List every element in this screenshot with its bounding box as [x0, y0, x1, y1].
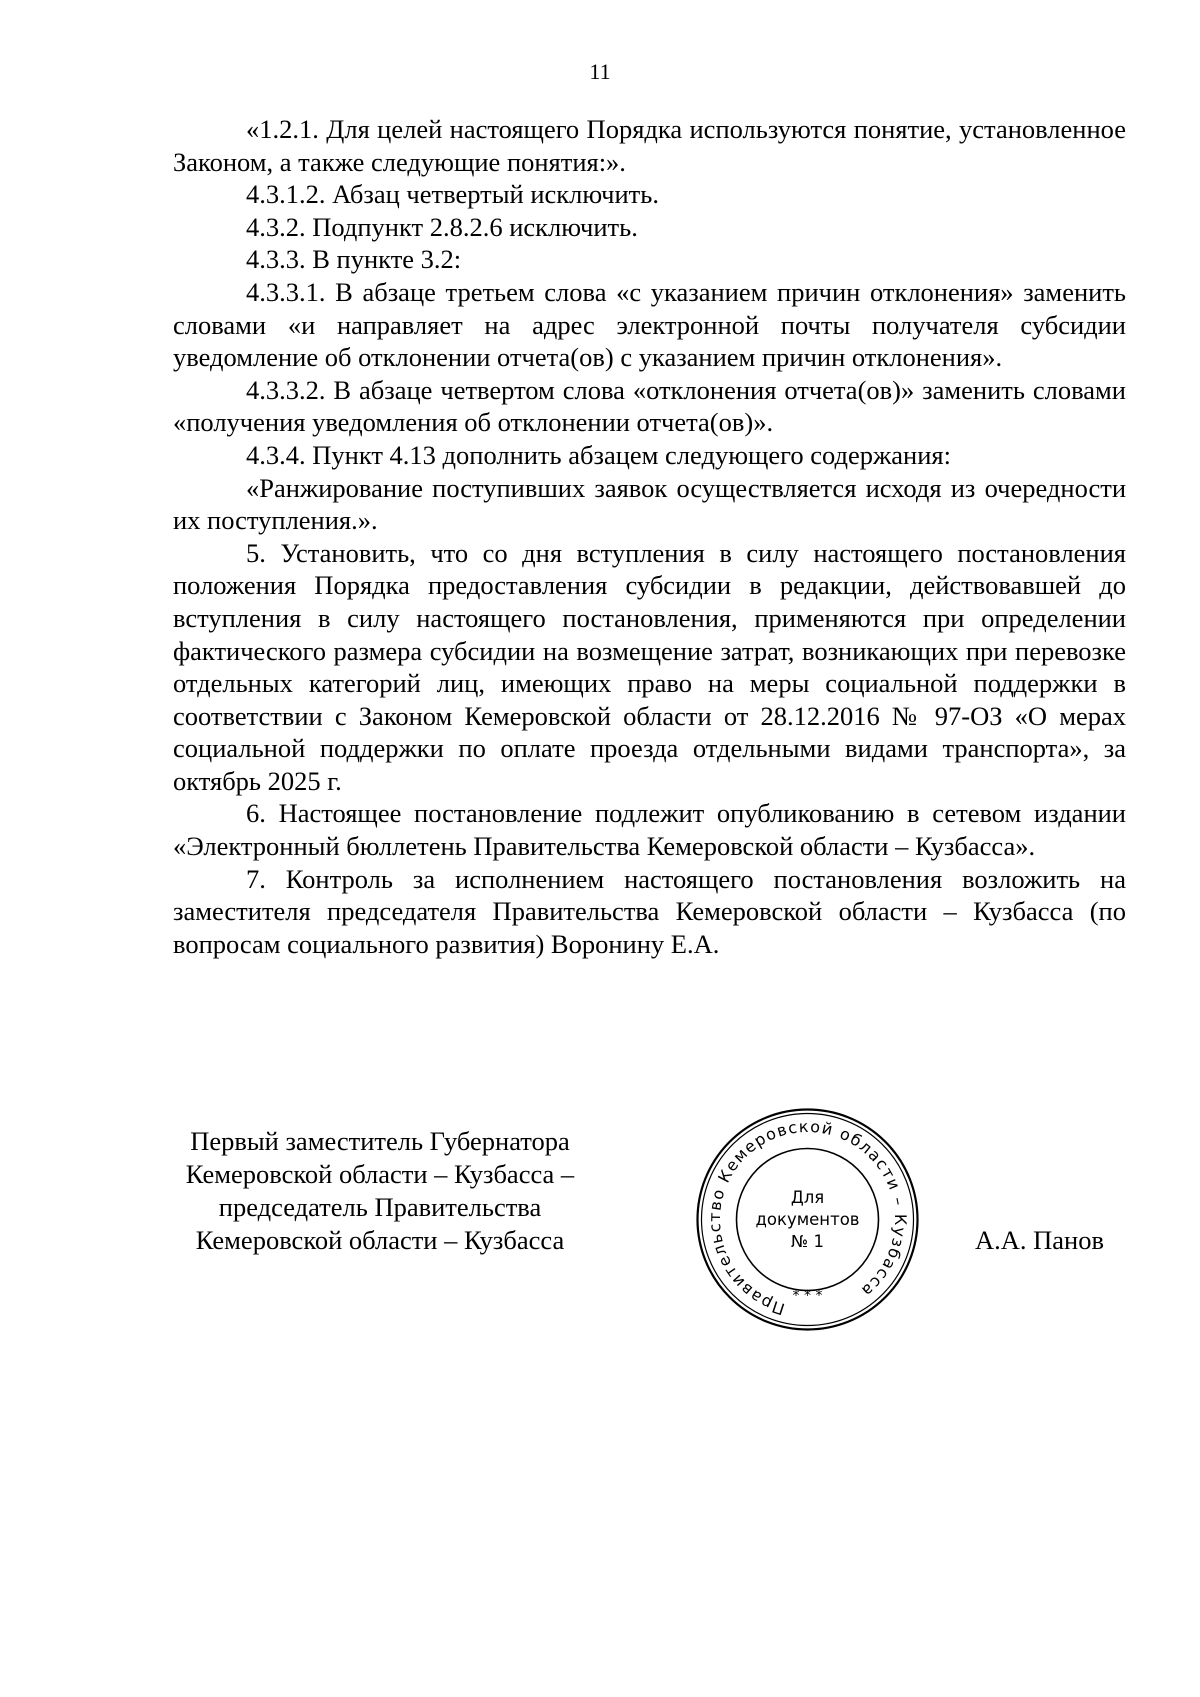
- signatory-title-line: Первый заместитель Губернатора: [190, 1126, 570, 1156]
- signatory-title-line: Кемеровской области – Кузбасса: [195, 1225, 565, 1255]
- paragraph: 6. Настоящее постановление подлежит опубликованию в сетевом издании «Электронный бюллетень Правительства Кемеровской области – Кузбасса».: [173, 798, 1126, 862]
- paragraph: 4.3.3.2. В абзаце четвертом слова «отклонения отчета(ов)» заменить словами «получения уведомления об отклонении отчета(ов)».: [173, 374, 1126, 438]
- paragraph: 4.3.2. Подпункт 2.8.2.6 исключить.: [246, 211, 638, 242]
- paragraph: 4.3.3.1. В абзаце третьем слова «с указанием причин отклонения» заменить словами «и направляет на адрес электронной почты получателя субсидии уведомление об отклонении отчета(ов) с указанием причин отклонения».: [173, 276, 1126, 373]
- paragraph: 7. Контроль за исполнением настоящего постановления возложить на заместителя председателя Правительства Кемеровской области – Кузбасса (по вопросам социального развития) Воронину Е.А.: [173, 863, 1126, 959]
- document-body: [173, 113, 1126, 960]
- stamp-stars: * * *: [792, 1288, 823, 1304]
- paragraph: «1.2.1. Для целей настоящего Порядка используются понятие, установленное Законом, а также следующие понятия:».: [173, 114, 1126, 177]
- signatory-title-line: Кемеровской области – Кузбасса –: [185, 1159, 575, 1189]
- paragraph: 4.3.4. Пункт 4.13 дополнить абзацем следующего содержания:: [246, 439, 951, 470]
- signatory-title: [160, 1125, 600, 1257]
- signatory-title-line: председатель Правительства: [218, 1192, 542, 1222]
- signatory-name: А.А. Панов: [975, 1225, 1104, 1255]
- paragraph: 5. Установить, что со дня вступления в силу настоящего постановления положения Порядка предоставления субсидии в редакции, действовавшей до вступления в силу настоящего постановления, применяются при определении фактического размера субсидии на возмещение затрат, возникающих при перевозке отдельных категорий лиц, имеющих право на меры социальной поддержки в соответствии с Законом Кемеровской области от 28.12.2016 № 97-ОЗ «О мерах социальной поддержки по оплате проезда отдельными видами транспорта», за октябрь 2025 г.: [173, 537, 1126, 796]
- paragraph: «Ранжирование поступивших заявок осуществляется исходя из очередности их поступления.».: [173, 472, 1126, 536]
- stamp-ring-text: Правительство Кемеровской области – Кузбасса: [704, 1116, 911, 1319]
- stamp-center-line: Для: [790, 1188, 825, 1207]
- official-stamp: [695, 1107, 920, 1332]
- page-number: 11: [589, 59, 611, 84]
- paragraph: 4.3.1.2. Абзац четвертый исключить.: [246, 179, 659, 210]
- stamp-center-line: документов: [755, 1210, 860, 1229]
- paragraph: 4.3.3. В пункте 3.2:: [246, 244, 462, 275]
- stamp-center-line: № 1: [791, 1232, 824, 1251]
